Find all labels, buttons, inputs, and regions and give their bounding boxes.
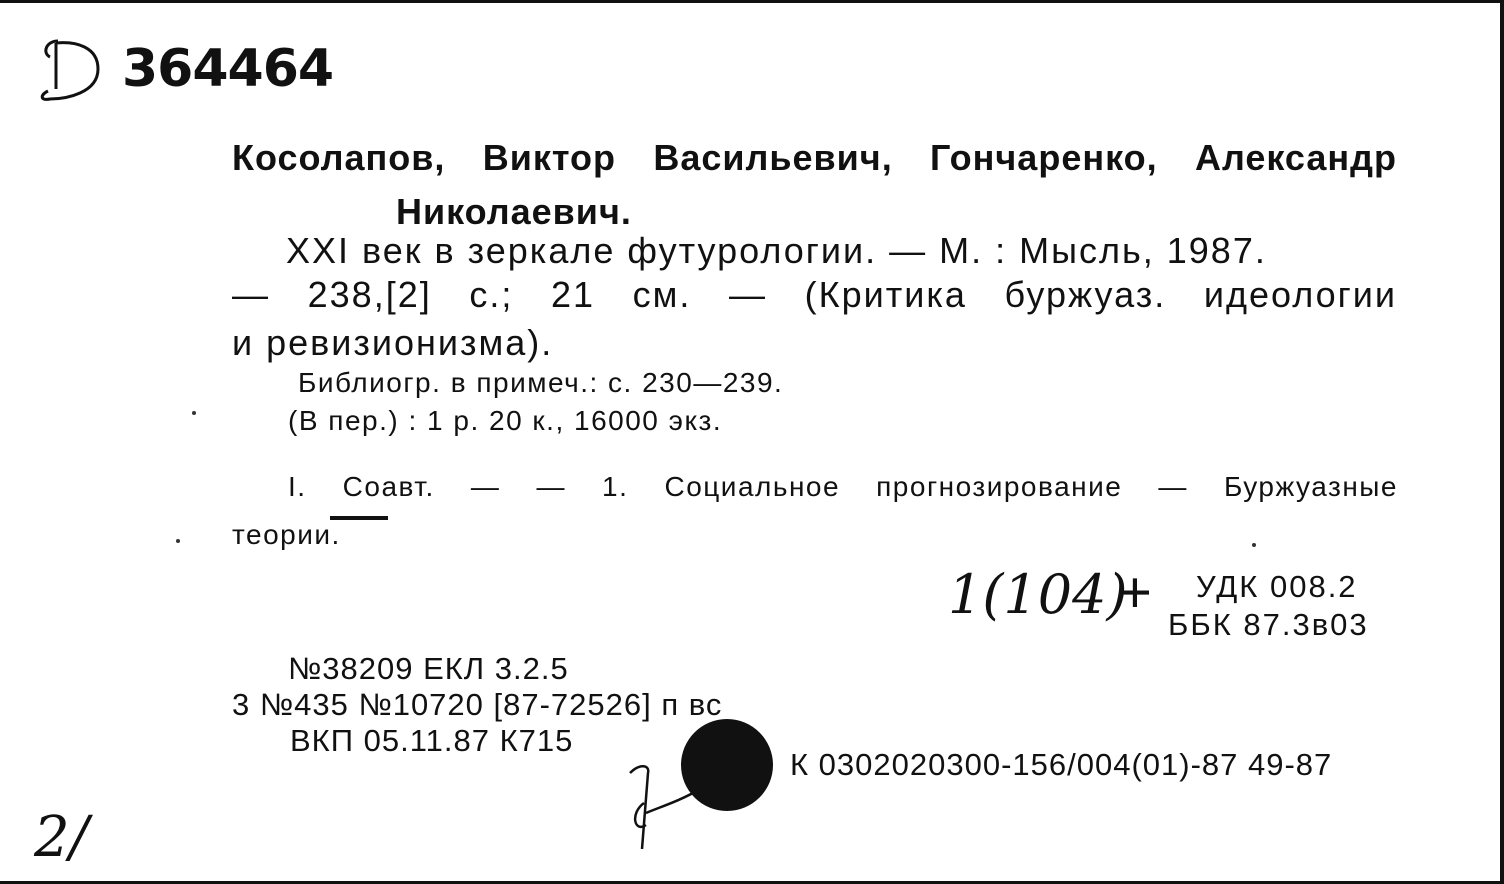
speck — [192, 411, 196, 415]
handwritten-code: 1(104) — [948, 563, 1128, 626]
stamp-number: 364464 — [122, 39, 334, 99]
handwritten-scribble-icon — [620, 753, 710, 853]
handwritten-plus: + — [1118, 560, 1152, 625]
title-line-1: XXI век в зеркале футурологии. — М. : Мысль, 1987. — [286, 230, 1267, 271]
corner-handwritten-mark: 2/ — [34, 805, 89, 870]
bibliography-note: Библиогр. в примеч.: с. 230—239. — [298, 367, 784, 398]
speck — [1252, 543, 1256, 547]
title-line-2: — 238,[2] с.; 21 см. — (Критика буржуаз. идеологии — [232, 274, 1397, 315]
bbk-index: ББК 87.3в03 — [1168, 607, 1369, 642]
tracing-line-1: I. Соавт. — — 1. Социальное прогнозирование — Буржуазные — [288, 471, 1398, 502]
price-note: (В пер.) : 1 р. 20 к., 16000 экз. — [288, 405, 723, 436]
speck — [176, 539, 180, 543]
order-number-line: 3 №435 №10720 [87-72526] п вс — [232, 687, 723, 722]
record-number-line: №38209 ЕКЛ 3.2.5 — [288, 651, 569, 686]
udk-index: УДК 008.2 — [1196, 569, 1358, 604]
authors-heading: Косолапов, Виктор Васильевич, Гончаренко, Александр — [232, 137, 1397, 178]
k-classification-line: К 0302020300-156/004(01)-87 49-87 — [790, 747, 1333, 782]
authors-heading-continued: Николаевич. — [396, 191, 632, 232]
vkp-date-line: ВКП 05.11.87 К715 — [290, 723, 574, 758]
stamp-letter-d-icon — [36, 33, 116, 103]
tracing-line-2: теории. — [232, 519, 341, 550]
title-line-3: и ревизионизма). — [232, 322, 554, 363]
